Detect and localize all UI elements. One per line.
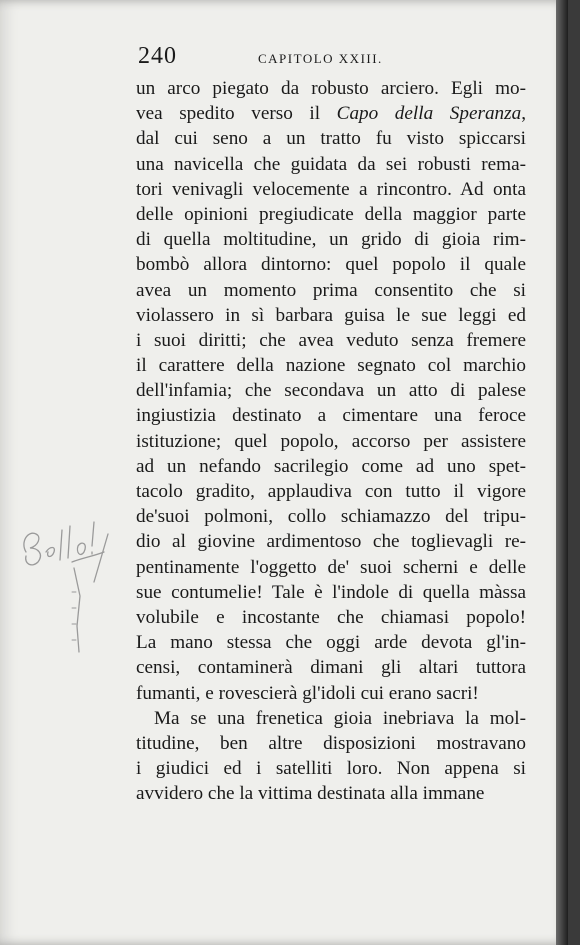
running-head: CAPITOLO XXIII. <box>258 51 383 66</box>
text-line: pentinamente l'oggetto de' suoi scherni e delle <box>136 556 526 578</box>
page-gutter-edge <box>556 0 568 945</box>
text-line: una navicella che guidata da sei robusti rema- <box>136 153 526 175</box>
text-line: tori venivagli velocemente a rincontro. Ad onta <box>136 178 526 200</box>
italic-place-name: Capo della Speranza <box>336 103 522 125</box>
text-line: fumanti, e rovescierà gl'idoli cui erano sacri! <box>136 682 479 704</box>
text-line: Ma se una frenetica gioia inebriava la mol- <box>154 707 526 729</box>
text-line: ingiustizia destinato a cimentare una feroce <box>136 405 526 427</box>
text-line: istituzione; quel popolo, accorso per assistere <box>136 430 526 452</box>
text-line: il carattere della nazione segnato col marchio <box>136 355 526 377</box>
text-line: de'suoi polmoni, collo schiamazzo del tripu- <box>136 506 526 528</box>
text-line: dell'infamia; che secondava un atto di palese <box>136 380 526 402</box>
text-line: dio al giovine ardimentoso che toglievagli re- <box>136 531 526 553</box>
text-line: violassero in sì barbara guisa le sue leggi ed <box>136 304 526 326</box>
page-header <box>138 44 528 70</box>
margin-note-handwriting <box>16 512 112 662</box>
page-number: 240 <box>138 43 177 69</box>
text-line: ad un nefando sacrilegio come ad uno spet- <box>136 455 526 477</box>
text-line: delle opinioni pregiudicate della maggior parte <box>136 203 526 225</box>
text-line: censi, contaminerà dimani gli altari tuttora <box>136 657 526 679</box>
text-line: dal cui seno a un tratto fu visto spiccarsi <box>136 128 526 150</box>
text-line: un arco piegato da robusto arciero. Egli mo- <box>136 78 526 99</box>
text-line: i giudici ed i satelliti loro. Non appena si <box>136 758 526 780</box>
text-line: volubile e incostante che chiamasi popolo! <box>136 606 526 628</box>
text-line: titudine, ben altre disposizioni mostravano <box>136 732 526 754</box>
text-line: vea spedito verso il Capo della Speranza, <box>136 103 526 125</box>
text-line: bombò allora dintorno: quel popolo il quale <box>136 254 526 276</box>
text-line: avvidero che la vittima destinata alla immane <box>136 783 485 805</box>
text-line: avea un momento prima consentito che si <box>136 279 526 301</box>
text-line: i suoi diritti; che avea veduto senza fremere <box>136 329 526 351</box>
text-line: di quella moltitudine, un grido di gioia rim- <box>136 229 526 251</box>
text-line: tacolo gradito, applaudiva con tutto il vigore <box>136 481 526 502</box>
text-line: La mano stessa che oggi arde devota gl'in- <box>136 632 526 654</box>
text-line: sue contumelie! Tale è l'indole di quella màssa <box>136 581 526 603</box>
body-text <box>136 76 526 806</box>
